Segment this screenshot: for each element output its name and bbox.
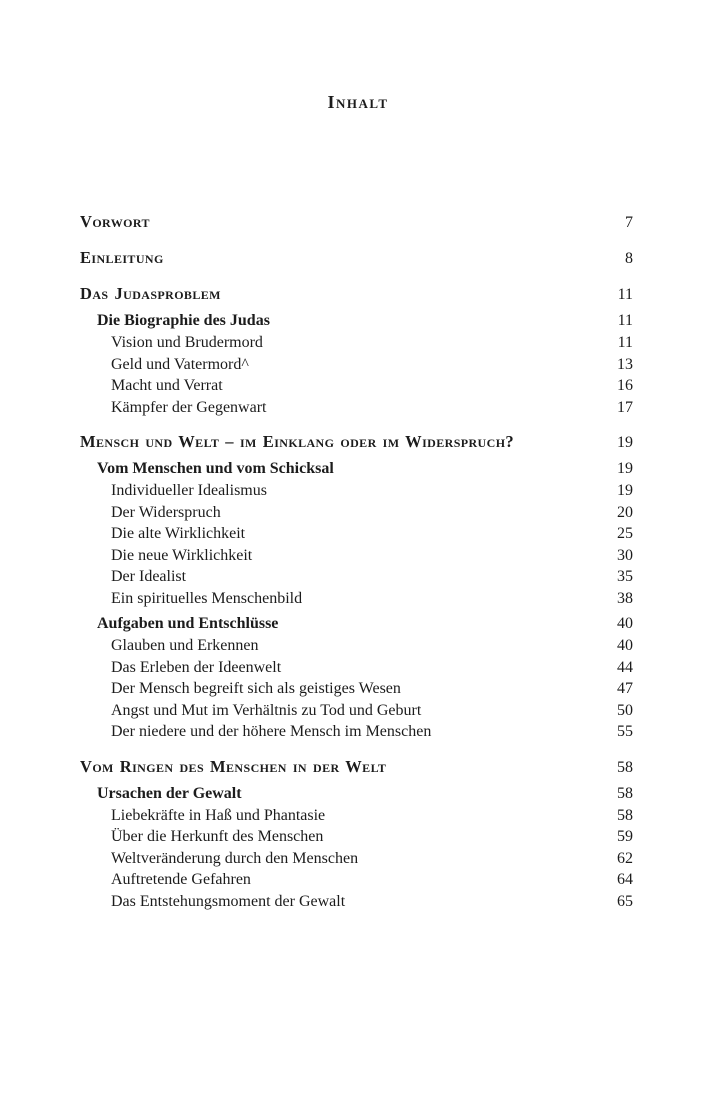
- toc-entry: [80, 805, 633, 827]
- toc-entry: [80, 678, 633, 700]
- toc-entry-page: 38: [617, 589, 633, 607]
- toc-entry: [80, 431, 633, 454]
- toc-entry-label: Liebekräfte in Haß und Phantasie: [111, 806, 326, 824]
- toc-entry-page: 55: [617, 723, 633, 740]
- toc-entry: [80, 869, 633, 891]
- toc-entry: [80, 756, 633, 779]
- toc-entry-page: 19: [617, 460, 633, 477]
- toc-entry: [80, 310, 633, 332]
- toc-entry-page: 11: [617, 286, 633, 303]
- toc-entry-label: Das Entstehungsmoment der Gewalt: [111, 892, 346, 910]
- toc-entry: [80, 566, 633, 588]
- toc-entry-page: 58: [617, 758, 633, 776]
- toc-entry-page: 30: [617, 546, 633, 564]
- toc-entry: [80, 375, 633, 397]
- toc-entry: [80, 502, 633, 524]
- toc-entry-label: Glauben und Erkennen: [111, 637, 259, 654]
- toc-entry-page: 13: [617, 355, 633, 373]
- toc-entry-label: Angst und Mut im Verhältnis zu Tod und Geburt: [111, 701, 422, 719]
- toc-entry: [80, 848, 633, 870]
- toc-entry-page: 40: [617, 615, 633, 632]
- toc-entry: [80, 545, 633, 567]
- toc-entry-page: 47: [617, 680, 633, 697]
- toc-entry-page: 59: [617, 828, 633, 845]
- toc-entry-page: 7: [625, 214, 633, 231]
- toc-entry-label: Der Mensch begreift sich als geistiges Wesen: [111, 680, 401, 697]
- book-page: [0, 91, 716, 1105]
- toc-entry: [80, 397, 633, 419]
- toc-entry-label: Aufgaben und Entschlüsse: [97, 615, 279, 632]
- toc-entry: [80, 635, 633, 657]
- toc-entry-label: Geld und Vatermord^: [111, 355, 249, 373]
- toc-entry-page: 11: [617, 312, 633, 329]
- toc-entry: [80, 523, 633, 545]
- toc-entry-label: Auftretende Gefahren: [111, 871, 251, 888]
- toc-entry-page: 65: [617, 892, 633, 910]
- toc-entry-label: Vorwort: [80, 212, 150, 231]
- toc-entry-label: Das Judasproblem: [80, 284, 221, 303]
- toc-entry: [80, 283, 633, 306]
- toc-entry: [80, 657, 633, 679]
- page-title: Inhalt: [327, 92, 389, 112]
- toc-entry: [80, 480, 633, 502]
- toc-entry-label: Weltveränderung durch den Menschen: [111, 849, 359, 867]
- toc-entry-label: Individueller Idealismus: [111, 482, 267, 499]
- toc-entry-page: 20: [617, 503, 633, 521]
- toc-entry-page: 58: [617, 806, 633, 824]
- toc-entry-label: Das Erleben der Ideenwelt: [111, 658, 282, 676]
- toc-entry-page: 44: [617, 658, 633, 676]
- toc-entry: [80, 613, 633, 635]
- toc-entry-label: Die alte Wirklichkeit: [111, 525, 246, 542]
- toc-entry: [80, 826, 633, 848]
- toc-entry: [80, 458, 633, 480]
- toc-entry: [80, 700, 633, 722]
- toc-entry-page: 40: [617, 637, 633, 654]
- toc-entry-page: 11: [617, 334, 633, 351]
- toc-entry-label: Der Widerspruch: [111, 503, 221, 521]
- toc-entry-label: Vom Ringen des Menschen in der Welt: [80, 756, 387, 776]
- toc-entry-label: Der niedere und der höhere Mensch im Menschen: [111, 723, 432, 740]
- toc-entry-label: Über die Herkunft des Menschen: [111, 828, 324, 845]
- toc-entry-label: Macht und Verrat: [111, 377, 223, 394]
- toc-entry: [80, 891, 633, 913]
- toc-entry-page: 19: [617, 434, 633, 451]
- toc-entry: [80, 588, 633, 610]
- toc-entry-label: Vision und Brudermord: [111, 334, 263, 351]
- toc-entry-label: Einleitung: [80, 248, 164, 267]
- toc-entry-page: 16: [617, 377, 633, 394]
- toc-entry-label: Die Biographie des Judas: [97, 312, 270, 329]
- toc-entry: [80, 332, 633, 354]
- toc-entry-page: 17: [617, 398, 633, 416]
- toc-entry: [80, 783, 633, 805]
- toc-entry-page: 25: [617, 525, 633, 542]
- toc-entry-label: Ursachen der Gewalt: [97, 784, 242, 802]
- toc-entry-label: Kämpfer der Gegenwart: [111, 398, 267, 416]
- toc-entry: [80, 211, 633, 234]
- toc-entry: [80, 721, 633, 743]
- table-of-contents: [80, 211, 633, 912]
- toc-entry: [80, 354, 633, 376]
- toc-entry-page: 19: [617, 482, 633, 499]
- toc-entry: [80, 247, 633, 270]
- toc-entry-label: Der Idealist: [111, 568, 187, 585]
- toc-entry-label: Vom Menschen und vom Schicksal: [97, 460, 334, 477]
- toc-entry-page: 35: [617, 568, 633, 585]
- toc-entry-page: 50: [617, 701, 633, 719]
- toc-entry-label: Ein spirituelles Menschenbild: [111, 589, 303, 607]
- toc-entry-label: Mensch und Welt – im Einklang oder im Widerspruch?: [80, 432, 515, 451]
- toc-entry-page: 58: [617, 784, 633, 802]
- toc-entry-page: 8: [625, 250, 633, 267]
- toc-entry-page: 62: [617, 849, 633, 867]
- toc-entry-label: Die neue Wirklichkeit: [111, 546, 253, 564]
- toc-entry-page: 64: [617, 871, 633, 888]
